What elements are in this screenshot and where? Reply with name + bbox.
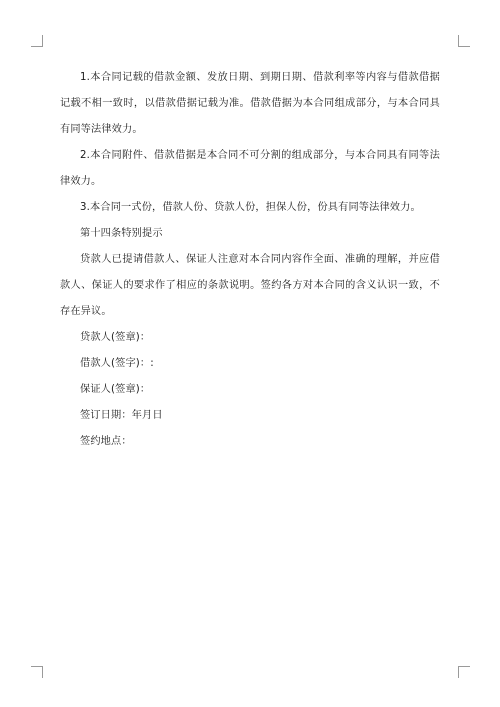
borrower-signature-line: 借款人(签字)：: bbox=[80, 358, 154, 369]
signing-date-line: 签订日期：年月日 bbox=[80, 410, 163, 421]
lender-signature-line: 贷款人(签章)： bbox=[80, 332, 151, 343]
clause-3-paragraph: 3.本合同一式份，借款人份、贷款人份，担保人份，份具有同等法律效力。 bbox=[80, 202, 421, 213]
notice-paragraph: 贷款人已提请借款人、保证人注意对本合同内容作全面、准确的理解，并应借款人、保证人的要求作了相应的条款说明。签约各方对本合同的含义认识一致，不存在异议。 bbox=[60, 254, 440, 317]
crop-mark-top-right bbox=[458, 35, 470, 47]
document-body bbox=[60, 65, 440, 455]
guarantor-signature-line: 保证人(签章)： bbox=[80, 384, 151, 395]
crop-mark-bottom-left bbox=[31, 666, 43, 678]
crop-mark-top-left bbox=[31, 35, 43, 47]
clause-1-paragraph: 1.本合同记载的借款金额、发放日期、到期日期、借款利率等内容与借款借据记载不相一致时，以借款借据记载为准。借款借据为本合同组成部分，与本合同具有同等法律效力。 bbox=[60, 72, 440, 135]
signing-place-line: 签约地点： bbox=[80, 436, 132, 447]
clause-2-paragraph: 2.本合同附件、借款借据是本合同不可分割的组成部分，与本合同具有同等法律效力。 bbox=[60, 150, 440, 187]
crop-mark-bottom-right bbox=[458, 666, 470, 678]
section-title: 第十四条特别提示 bbox=[80, 228, 163, 239]
